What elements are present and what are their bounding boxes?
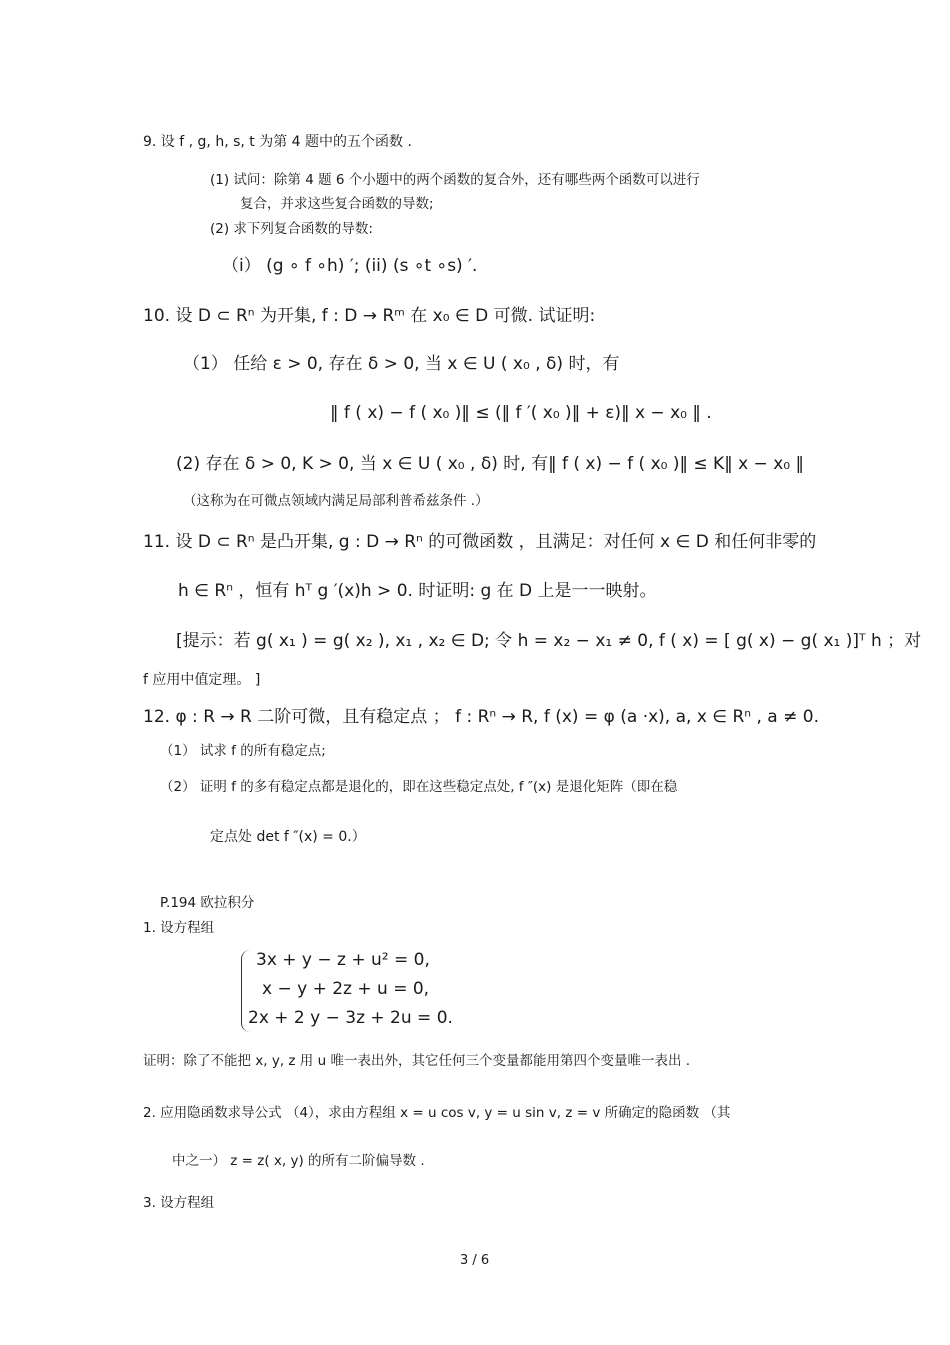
problem-11-statement: 11. 设 D ⊂ Rⁿ 是凸开集, g : D → Rⁿ 的可微函数 ，且满足：对任何 x ∈ D 和任何非零的 <box>143 532 817 552</box>
equation-line-1: 3x + y − z + u² = 0, <box>256 950 430 970</box>
section-problem-2-statement-cont: 中之一） z = z( x, y) 的所有二阶偏导数 . <box>172 1153 425 1169</box>
problem-9-part-1-cont: 复合，并求这些复合函数的导数; <box>240 196 434 212</box>
problem-9-statement: 9. 设 f , g, h, s, t 为第 4 题中的五个函数 . <box>143 134 412 150</box>
problem-9-derivatives: （i） (g ∘ f ∘h) ′; (ii) (s ∘t ∘s) ′. <box>222 256 478 276</box>
page-number: 3 / 6 <box>460 1253 490 1268</box>
section-problem-2-statement: 2. 应用隐函数求导公式 （4），求由方程组 x = u cos v, y = u sin v, z = v 所确定的隐函数 （其 <box>143 1105 731 1121</box>
problem-11-hint-cont: f 应用中值定理。 ] <box>143 672 261 688</box>
problem-9-part-2: (2) 求下列复合函数的导数: <box>210 221 373 237</box>
section-heading: P.194 欧拉积分 <box>160 895 255 911</box>
problem-10-inequality: ‖ f ( x) − f ( x₀ )‖ ≤ (‖ f ′( x₀ )‖ + ε)‖ x − x₀ ‖ . <box>330 403 712 423</box>
problem-9-part-1: (1) 试问：除第 4 题 6 个小题中的两个函数的复合外，还有哪些两个函数可以进行 <box>210 172 700 188</box>
problem-11-statement-cont: h ∈ Rⁿ ，恒有 hᵀ g ′(x)h > 0. 时证明: g 在 D 上是一一映射。 <box>178 581 657 601</box>
section-problem-3-statement: 3. 设方程组 <box>143 1195 215 1211</box>
section-problem-1-proof-claim: 证明：除了不能把 x, y, z 用 u 唯一表出外，其它任何三个变量都能用第四个变量唯一表出 . <box>143 1053 691 1069</box>
problem-11-hint: [提示：若 g( x₁ ) = g( x₂ ), x₁ , x₂ ∈ D; 令 h = x₂ − x₁ ≠ 0, f ( x) = [ g( x) − g( x₁ )]ᵀ h ；对 <box>176 631 922 651</box>
problem-12-part-1: （1） 试求 f 的所有稳定点; <box>160 743 326 759</box>
problem-12-part-2-cont: 定点处 det f ″(x) = 0.） <box>210 829 366 845</box>
equation-line-3: 2x + 2 y − 3z + 2u = 0. <box>248 1008 453 1028</box>
problem-12-part-2: （2） 证明 f 的多有稳定点都是退化的，即在这些稳定点处, f ″(x) 是退化矩阵（即在稳 <box>160 779 678 795</box>
section-problem-1-statement: 1. 设方程组 <box>143 920 215 936</box>
problem-10-statement: 10. 设 D ⊂ Rⁿ 为开集, f : D → Rᵐ 在 x₀ ∈ D 可微. 试证明: <box>143 306 596 326</box>
problem-10-part-1: （1） 任给 ε > 0, 存在 δ > 0, 当 x ∈ U ( x₀ , δ) 时，有 <box>183 354 620 374</box>
problem-10-note: （这称为在可微点领域内满足局部利普希兹条件 .） <box>183 493 489 509</box>
problem-12-statement: 12. φ : R → R 二阶可微，且有稳定点 ； f : Rⁿ → R, f (x) = φ (a ·x), a, x ∈ Rⁿ , a ≠ 0. <box>143 707 819 727</box>
problem-10-part-2: (2) 存在 δ > 0, K > 0, 当 x ∈ U ( x₀ , δ) 时, 有‖ f ( x) − f ( x₀ )‖ ≤ K‖ x − x₀ ‖ <box>176 454 804 474</box>
equation-line-2: x − y + 2z + u = 0, <box>262 979 430 999</box>
